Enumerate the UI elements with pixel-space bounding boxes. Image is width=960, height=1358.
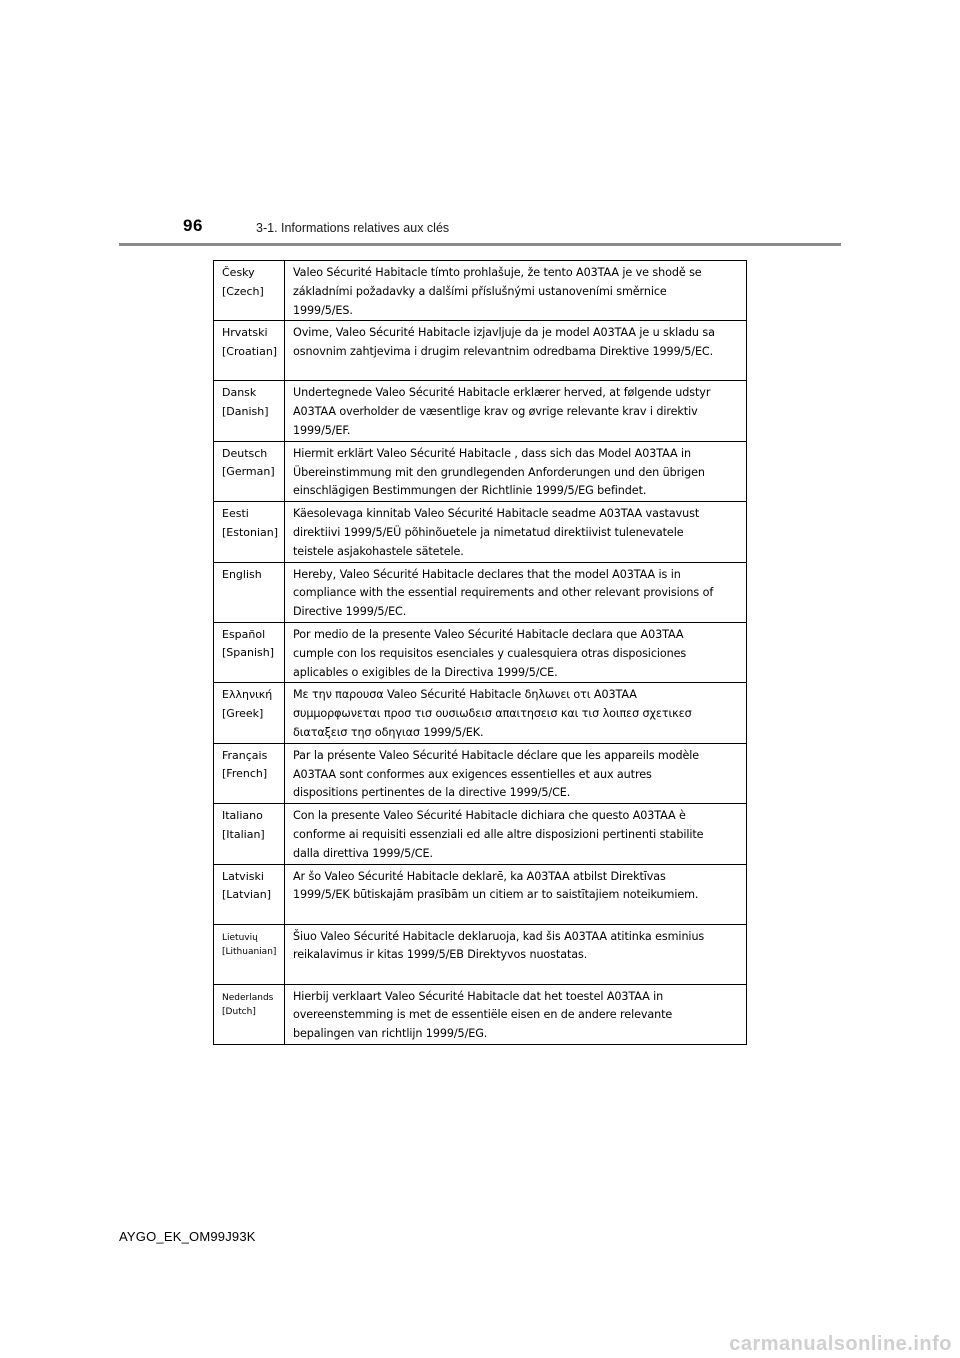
language-name: Ελληνική xyxy=(222,688,273,702)
language-name-english: [Spanish] xyxy=(222,646,275,660)
declaration-text-line: dispositions pertinentes de la directive 1999/5/CE. xyxy=(293,786,571,800)
declaration-text-cell xyxy=(285,261,747,321)
table-row xyxy=(214,924,747,984)
table-row xyxy=(214,622,747,682)
declaration-text-cell xyxy=(285,441,747,501)
language-name-english: [Italian] xyxy=(222,827,265,841)
language-cell xyxy=(214,984,285,1044)
declaration-text-line: 1999/5/EF. xyxy=(293,423,351,437)
language-name-english: [Croatian] xyxy=(222,344,278,358)
declaration-text-line: conforme ai requisiti essenziali ed alle altre disposizioni pertinenti stabilite xyxy=(293,827,704,841)
table-row xyxy=(214,743,747,803)
header-divider xyxy=(119,243,841,246)
declaration-text-line: Übereinstimmung mit den grundlegenden Anforderungen und den übrigen xyxy=(293,465,705,479)
section-title: 3-1. Informations relatives aux clés xyxy=(256,221,450,235)
declaration-text-line: Käesolevaga kinnitab Valeo Sécurité Habitacle seadme A03TAA vastavust xyxy=(293,507,700,521)
language-name-english: [Estonian] xyxy=(222,525,279,539)
declaration-text-line: Por medio de la presente Valeo Sécurité Habitacle declara que A03TAA xyxy=(293,627,684,641)
watermark[interactable]: carmanualsonline.info xyxy=(729,1333,952,1355)
declaration-text-cell xyxy=(285,622,747,682)
declaration-text-cell xyxy=(285,502,747,562)
language-name-english: [Dutch] xyxy=(222,1007,256,1018)
language-name: Nederlands xyxy=(222,992,274,1003)
declaration-text-line: διαταξεισ τησ οδηγιασ 1999/5/ΕΚ. xyxy=(293,725,484,739)
language-name: Česky xyxy=(222,266,255,279)
language-name: Deutsch xyxy=(222,446,268,460)
language-cell xyxy=(214,864,285,924)
declaration-text-line: Valeo Sécurité Habitacle tímto prohlašuje, že tento A03TAA je ve shodě se xyxy=(293,266,702,279)
language-name-english: [Danish] xyxy=(222,404,269,418)
declaration-of-conformity-table xyxy=(213,260,747,1045)
table-row xyxy=(214,441,747,501)
declaration-text-line: Hiermit erklärt Valeo Sécurité Habitacle , dass sich das Model A03TAA in xyxy=(293,446,691,460)
declaration-text-line: teistele asjakohastele sätetele. xyxy=(293,544,464,558)
language-name: Lietuvių xyxy=(222,932,258,943)
declaration-text-line: Με την παρουσα Valeo Sécurité Habitacle δηλωνει οτι A03TAA xyxy=(293,688,637,702)
declaration-text-line: A03TAA overholder de væsentlige krav og øvrige relevante krav i direktiv xyxy=(293,405,698,419)
declaration-text-line: Undertegnede Valeo Sécurité Habitacle erklærer herved, at følgende udstyr xyxy=(293,386,711,400)
declaration-text-line: Hereby, Valeo Sécurité Habitacle declares that the model A03TAA is in xyxy=(293,567,681,581)
declaration-text-line: συμμορφωνεται προσ τισ ουσιωδεισ απαιτησεισ και τισ λοιπεσ σχετικεσ xyxy=(293,707,692,721)
declaration-text-line: bepalingen van richtlijn 1999/5/EG. xyxy=(293,1027,488,1041)
declaration-text-line: dalla direttiva 1999/5/CE. xyxy=(293,846,433,860)
declaration-text-line: osnovnim zahtjevima i drugim relevantnim odredbama Direktive 1999/5/EC. xyxy=(293,345,714,359)
language-cell xyxy=(214,924,285,984)
table-row xyxy=(214,864,747,924)
declaration-table-body xyxy=(214,261,747,1045)
declaration-text-cell xyxy=(285,804,747,864)
language-cell xyxy=(214,622,285,682)
declaration-text-line: A03TAA sont conformes aux exigences essentielles et aux autres xyxy=(293,767,652,781)
table-row xyxy=(214,562,747,622)
language-cell xyxy=(214,683,285,743)
language-cell xyxy=(214,804,285,864)
declaration-text-cell xyxy=(285,562,747,622)
language-name: Eesti xyxy=(222,507,249,521)
declaration-text-cell xyxy=(285,321,747,381)
declaration-text-line: základními požadavky a dalšími příslušnými ustanoveními směrnice xyxy=(293,284,667,298)
language-cell xyxy=(214,743,285,803)
table-row xyxy=(214,381,747,441)
page-number: 96 xyxy=(183,216,203,235)
language-cell xyxy=(214,381,285,441)
declaration-text-line: Šiuo Valeo Sécurité Habitacle deklaruoja, kad šis A03TAA atitinka esminius xyxy=(293,929,705,943)
declaration-text-line: cumple con los requisitos esenciales y cualesquiera otras disposiciones xyxy=(293,646,687,660)
language-name: Español xyxy=(222,627,266,641)
declaration-text-line: compliance with the essential requirements and other relevant provisions of xyxy=(293,586,714,600)
language-cell xyxy=(214,502,285,562)
declaration-text-line: Con la presente Valeo Sécurité Habitacle dichiara che questo A03TAA è xyxy=(293,809,686,823)
declaration-text-cell xyxy=(285,381,747,441)
language-name-english: [Greek] xyxy=(222,706,264,720)
declaration-text-line: direktiivi 1999/5/EÜ põhinõuetele ja nimetatud direktiivist tulenevatele xyxy=(293,525,684,539)
table-row xyxy=(214,984,747,1044)
language-name-english: [Lithuanian] xyxy=(222,947,277,958)
table-row xyxy=(214,261,747,321)
language-name-english: [French] xyxy=(222,767,268,781)
declaration-text-line: Hierbij verklaart Valeo Sécurité Habitacle dat het toestel A03TAA in xyxy=(293,989,664,1003)
declaration-text-line: 1999/5/EK būtiskajām prasībām un citiem ar to saistītajiem noteikumiem. xyxy=(293,888,699,902)
language-name-english: [Latvian] xyxy=(222,888,272,902)
declaration-text-cell xyxy=(285,984,747,1044)
language-name-english: [German] xyxy=(222,465,275,479)
table-row xyxy=(214,321,747,381)
language-name-english: [Czech] xyxy=(222,284,264,298)
declaration-text-line: Directive 1999/5/EC. xyxy=(293,605,407,619)
language-name: Hrvatski xyxy=(222,326,268,340)
declaration-text-line: aplicables o exigibles de la Directiva 1999/5/CE. xyxy=(293,665,558,679)
footer-doc-code: AYGO_EK_OM99J93K xyxy=(119,1229,256,1244)
declaration-text-cell xyxy=(285,743,747,803)
language-cell xyxy=(214,441,285,501)
language-name: Français xyxy=(222,748,268,762)
declaration-text-line: 1999/5/ES. xyxy=(293,303,353,317)
table-row xyxy=(214,683,747,743)
language-name: Italiano xyxy=(222,809,263,823)
declaration-text-line: einschlägigen Bestimmungen der Richtlinie 1999/5/EG befindet. xyxy=(293,484,647,498)
language-name: English xyxy=(222,567,262,581)
language-cell xyxy=(214,261,285,321)
table-row xyxy=(214,804,747,864)
declaration-text-line: Ar šo Valeo Sécurité Habitacle deklarē, ka A03TAA atbilst Direktīvas xyxy=(293,869,666,883)
language-name: Dansk xyxy=(222,386,257,400)
declaration-text-cell xyxy=(285,683,747,743)
language-name: Latviski xyxy=(222,869,264,883)
table-row xyxy=(214,502,747,562)
declaration-text-line: overeenstemming is met de essentiële eisen en de andere relevante xyxy=(293,1008,673,1022)
language-cell xyxy=(214,562,285,622)
declaration-text-line: Ovime, Valeo Sécurité Habitacle izjavljuje da je model A03TAA je u skladu sa xyxy=(293,326,715,340)
declaration-text-cell xyxy=(285,924,747,984)
language-cell xyxy=(214,321,285,381)
declaration-text-line: Par la présente Valeo Sécurité Habitacle déclare que les appareils modèle xyxy=(293,748,700,762)
declaration-text-line: reikalavimus ir kitas 1999/5/EB Direktyvos nuostatas. xyxy=(293,948,588,962)
declaration-text-cell xyxy=(285,864,747,924)
